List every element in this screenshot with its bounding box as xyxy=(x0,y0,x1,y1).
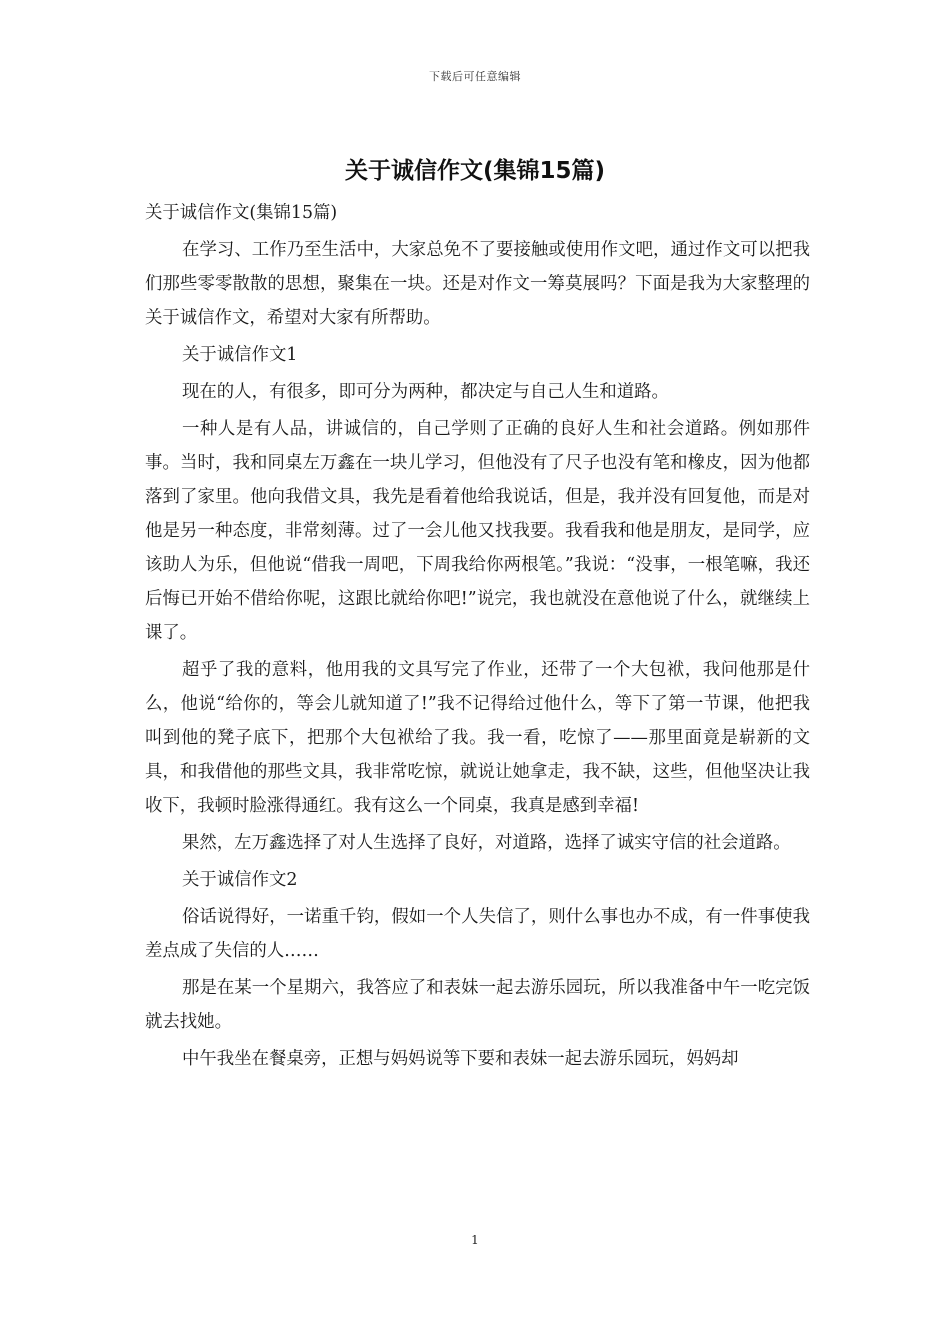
paragraph: 在学习、工作乃至生活中，大家总免不了要接触或使用作文吧，通过作文可以把我们那些零零散散的思想，聚集在一块。还是对作文一筹莫展吗？下面是我为大家整理的关于诚信作文，希望对大家有所帮助。 xyxy=(145,240,810,328)
paragraph: 果然，左万鑫选择了对人生选择了良好，对道路，选择了诚实守信的社会道路。 xyxy=(182,833,791,853)
paragraph: 超乎了我的意料，他用我的文具写完了作业，还带了一个大包袱，我问他那是什么，他说“给你的，等会儿就知道了!”我不记得给过他什么，等下了第一节课，他把我叫到他的凳子底下，把那个大包袱给了我。我一看，吃惊了——那里面竟是崭新的文具，和我借他的那些文具，我非常吃惊，就说让她拿走，我不缺，这些，但他坚决让我收下，我顿时脸涨得通红。我有这么一个同桌，我真是感到幸福! xyxy=(145,660,810,816)
page-header: 下载后可任意编辑 xyxy=(429,70,521,83)
paragraph: 一种人是有人品，讲诚信的，自己学则了正确的良好人生和社会道路。例如那件事。当时，我和同桌左万鑫在一块儿学习，但他没有了尺子也没有笔和橡皮，因为他都落到了家里。他向我借文具，我先是看着他给我说话，但是，我并没有回复他，而是对他是另一种态度，非常刻薄。过了一会儿他又找我要。我看我和他是朋友，是同学，应该助人为乐，但他说“借我一周吧，下周我给你两根笔。”我说：“没事，一根笔嘛，我还后悔已开始不借给你呢，这跟比就给你吧!”说完，我也就没在意他说了什么，就继续上课了。 xyxy=(145,419,810,643)
paragraph: 那是在某一个星期六，我答应了和表妹一起去游乐园玩，所以我准备中午一吃完饭就去找她。 xyxy=(145,978,810,1032)
paragraph: 关于诚信作文(集锦15篇) xyxy=(145,203,338,223)
paragraph: 俗话说得好，一诺重千钧，假如一个人失信了，则什么事也办不成，有一件事使我差点成了失信的人…… xyxy=(145,907,810,961)
paragraph: 关于诚信作文2 xyxy=(182,870,298,890)
page-number: 1 xyxy=(471,1233,479,1247)
document-title: 关于诚信作文(集锦15篇) xyxy=(344,158,606,184)
document-body xyxy=(145,196,810,1079)
paragraph: 关于诚信作文1 xyxy=(182,345,298,365)
paragraph: 现在的人，有很多，即可分为两种，都决定与自己人生和道路。 xyxy=(182,382,669,402)
paragraph: 中午我坐在餐桌旁，正想与妈妈说等下要和表妹一起去游乐园玩，妈妈却 xyxy=(182,1049,739,1069)
